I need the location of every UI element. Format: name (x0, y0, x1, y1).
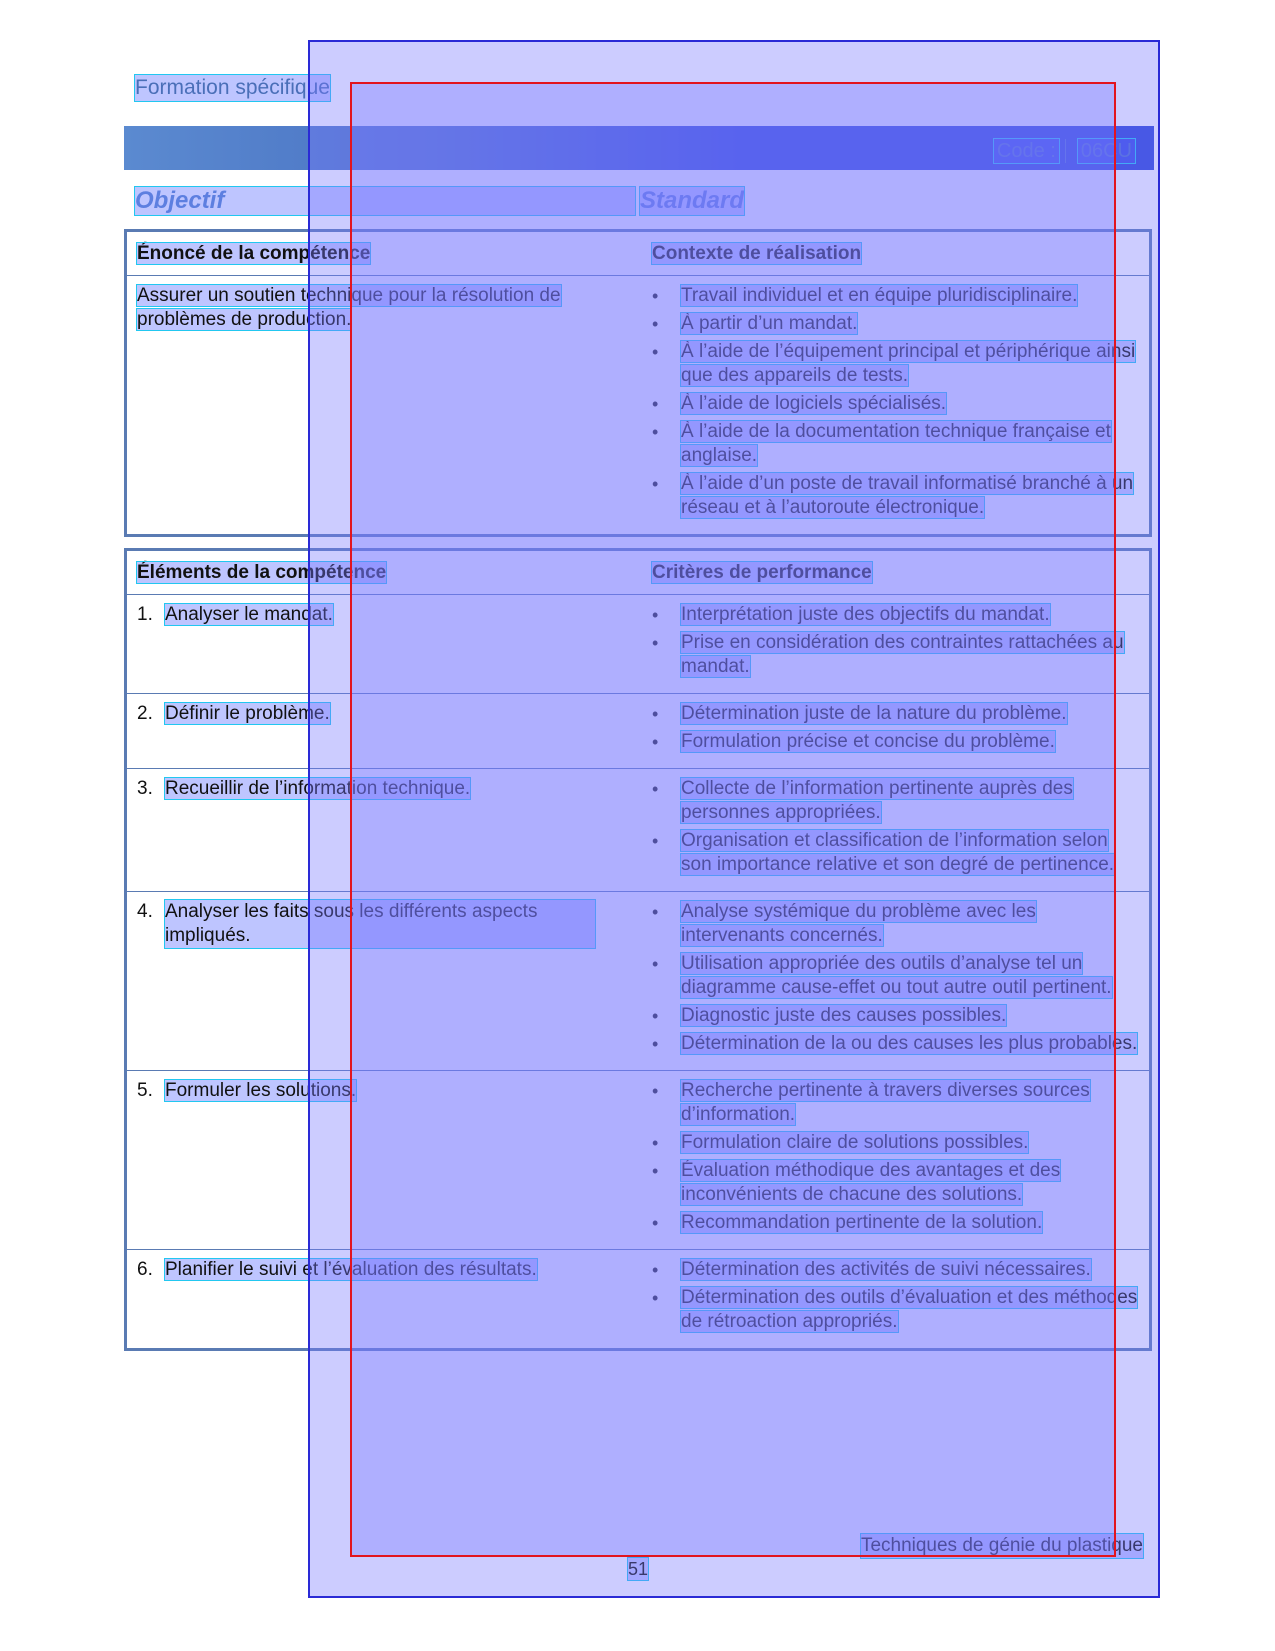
criterion: Détermination de la ou des causes les plus probables. (681, 1033, 1138, 1054)
criteria-header: Critères de performance (652, 562, 872, 583)
element-number: 4. (137, 901, 153, 922)
criterion: Collecte de l’information pertinente auprès des personnes appropriées. (681, 778, 1073, 823)
element-text: Planifier le suivi et l’évaluation des résultats. (165, 1259, 537, 1280)
criterion: Analyse systémique du problème avec les intervenants concernés. (681, 901, 1036, 946)
inner-selection-box (350, 82, 1116, 1557)
context-header: Contexte de réalisation (652, 243, 862, 264)
element-text: Analyser les faits sous les différents aspects impliqués. (165, 900, 595, 948)
objective-title: Objectif (135, 187, 635, 215)
element-number: 5. (137, 1080, 153, 1101)
competence-statement-header: Énoncé de la compétence (137, 243, 371, 264)
criterion: Diagnostic juste des causes possibles. (681, 1005, 1007, 1026)
competence-statement: Assurer un soutien technique pour la résolution de problèmes de production. (137, 285, 561, 330)
code-value: 06CU (1078, 139, 1135, 163)
element-number: 6. (137, 1259, 153, 1280)
criterion: Détermination des activités de suivi nécessaires. (681, 1259, 1091, 1280)
context-item: À l’aide de logiciels spécialisés. (681, 393, 947, 414)
criterion: Détermination juste de la nature du problème. (681, 703, 1067, 724)
element-text: Analyser le mandat. (165, 604, 333, 625)
element-text: Recueillir de l’information technique. (165, 778, 471, 799)
criterion: Évaluation méthodique des avantages et des inconvénients de chacune des solutions. (681, 1160, 1061, 1205)
context-item: À l’aide de la documentation technique française et anglaise. (681, 421, 1111, 466)
context-item: À partir d’un mandat. (681, 313, 858, 334)
criterion: Formulation précise et concise du problème. (681, 731, 1055, 752)
context-item: Travail individuel et en équipe pluridisciplinaire. (681, 285, 1078, 306)
section-title: Formation spécifique (135, 76, 330, 99)
element-text: Formuler les solutions. (165, 1080, 357, 1101)
element-number: 2. (137, 703, 153, 724)
criterion: Recherche pertinente à travers diverses sources d’information. (681, 1080, 1090, 1125)
code-label: Code : (994, 139, 1059, 163)
criterion: Prise en considération des contraintes rattachées au mandat. (681, 632, 1124, 677)
standard-title: Standard (640, 187, 745, 214)
elements-header: Éléments de la compétence (137, 562, 387, 583)
criterion: Interprétation juste des objectifs du mandat. (681, 604, 1050, 625)
criterion: Formulation claire de solutions possibles. (681, 1132, 1029, 1153)
element-number: 1. (137, 604, 153, 625)
element-number: 3. (137, 778, 153, 799)
criterion: Organisation et classification de l’information selon son importance relative et son degré de pertinence. (681, 830, 1115, 875)
criterion: Utilisation appropriée des outils d’analyse tel un diagramme cause-effet ou tout autre outil pertinent. (681, 953, 1112, 998)
program-name: Techniques de génie du plastique (860, 1535, 1143, 1556)
context-item: À l’aide de l’équipement principal et périphérique ainsi que des appareils de tests. (681, 341, 1136, 386)
criterion: Détermination des outils d’évaluation et des méthodes de rétroaction appropriés. (681, 1287, 1138, 1332)
context-item: À l’aide d’un poste de travail informatisé branché à un réseau et à l’autoroute électronique. (681, 473, 1134, 518)
page-number: 51 (628, 1559, 649, 1579)
criterion: Recommandation pertinente de la solution. (681, 1212, 1043, 1233)
element-text: Définir le problème. (165, 703, 330, 724)
